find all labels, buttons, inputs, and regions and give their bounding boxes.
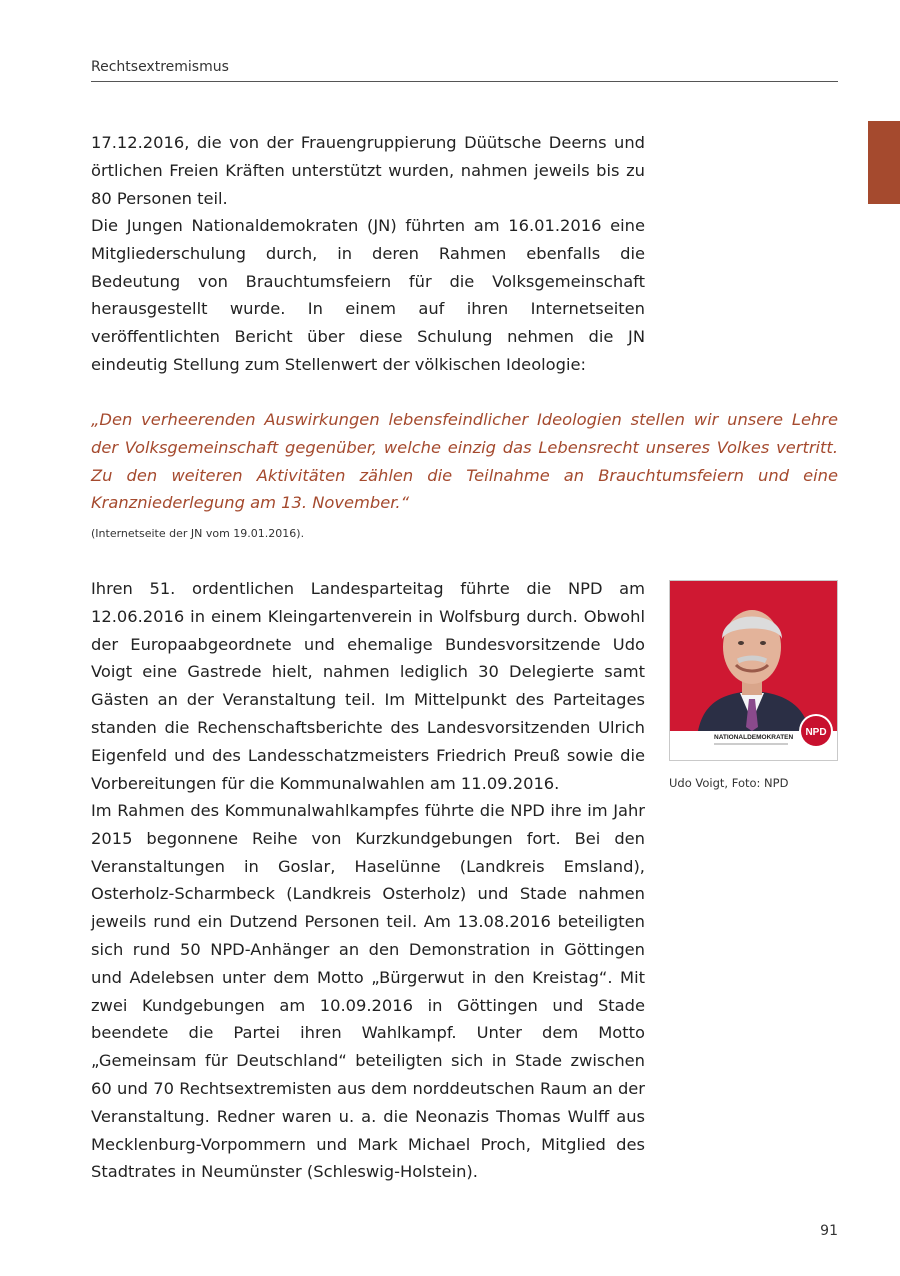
body-paragraph-2: Die Jungen Nationaldemokraten (JN) führten am 16.01.2016 eine Mitgliederschulung durch, in deren Rahmen ebenfalls die Bedeutung von Brauchtumsfeiern für die Volksgemeinschaft herausgestellt wurde. In einem auf ihren Internetseiten veröffentlichten Bericht über diese Schulung nehmen die JN eindeutig Stellung zum Stellenwert der völkischen Ideologie: bbox=[91, 216, 645, 374]
page-number: 91 bbox=[820, 1223, 838, 1239]
block-quote: „Den verheerenden Auswirkungen lebensfeindlicher Ideologien stellen wir unsere Lehre der Volksgemeinschaft gegenüber, welche einzig das Lebensrecht unseres Volkes vertritt. Zu den weiteren Aktivitäten zählen die Teilnahme an Brauchtumsfeiern und eine Kranzniederlegung am 13. November.“ bbox=[91, 410, 838, 513]
body-paragraph-4: Im Rahmen des Kommunalwahlkampfes führte die NPD ihre im Jahr 2015 begonnene Reihe von Kurzkundgebungen fort. Bei den Veranstaltungen in Goslar, Haselünne (Landkreis Emsland), Osterholz-Scharmbeck (Landkreis Osterholz) und Stade nahmen jeweils rund ein Dutzend Personen teil. Am 13.08.2016 beteiligten sich rund 50 NPD-Anhänger an den Demonstration in Göttingen und Adelebsen unter dem Motto „Bürgerwut in den Kreistag“. Mit zwei Kundgebungen am 10.09.2016 in Göttingen und Stade beendete die Partei ihren Wahlkampf. Unter dem Motto „Gemeinsam für Deutschland“ beteiligten sich in Stade zwischen 60 und 70 Rechtsextremisten aus dem norddeutschen Raum an der Veranstaltung. Redner waren u. a. die Neonazis Thomas Wulff aus Mecklenburg-Vorpommern und Mark Michael Proch, Mitglied des Stadtrates in Neumünster (Schleswig-Holstein). bbox=[91, 801, 645, 1182]
quote-source: (Internetseite der JN vom 19.01.2016). bbox=[91, 527, 305, 540]
running-header bbox=[91, 58, 838, 82]
photo-caption: Udo Voigt, Foto: NPD bbox=[669, 776, 789, 790]
section-title: Rechtsextremismus bbox=[91, 59, 229, 75]
party-badge-text: NPD bbox=[805, 727, 827, 738]
portrait-photo bbox=[669, 580, 838, 761]
poster-label: NATIONALDEMOKRATEN bbox=[714, 734, 794, 741]
body-paragraph-3: Ihren 51. ordentlichen Landesparteitag führte die NPD am 12.06.2016 in einem Kleingartenverein in Wolfsburg durch. Obwohl der Europaabgeordnete und ehemalige Bundesvorsitzende Udo Voigt eine Gastrede hielt, nahmen lediglich 30 Delegierte samt Gästen an der Veranstaltung teil. Im Mittelpunkt des Parteitages standen die Rechenschaftsberichte des Landesvorsitzenden Ulrich Eigenfeld und des Landesschatzmeisters Friedrich Preuß sowie die Vorbereitungen für die Kommunalwahlen am 11.09.2016. bbox=[91, 579, 645, 793]
body-paragraph-1: 17.12.2016, die von der Frauengruppierung Düütsche Deerns und örtlichen Freien Kräften unterstützt wurden, nahmen jeweils bis zu 80 Personen teil. bbox=[91, 133, 645, 208]
left-eye bbox=[738, 641, 744, 645]
right-eye bbox=[760, 641, 766, 645]
chapter-tab-marker bbox=[868, 121, 900, 204]
portrait-illustration bbox=[670, 581, 837, 760]
